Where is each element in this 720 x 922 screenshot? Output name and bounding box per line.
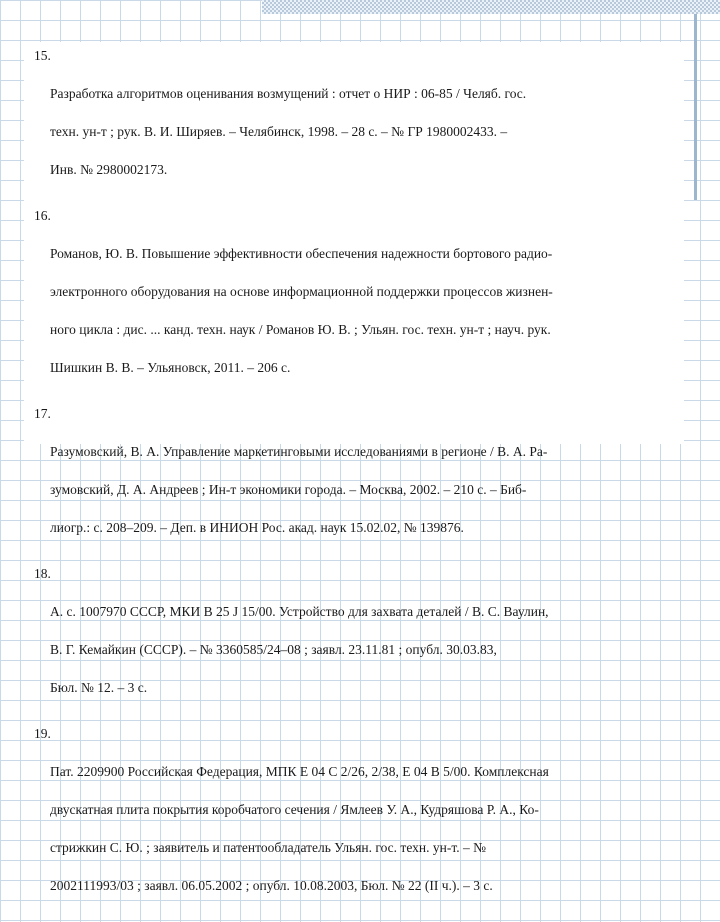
reference-item-18	[34, 564, 682, 716]
reference-line: Инв. № 2980002173.	[50, 162, 168, 177]
reference-line: Бюл. № 12. – 3 с.	[50, 680, 148, 695]
reference-line: электронного оборудования на основе информационной поддержки процессов жизнен-	[50, 284, 553, 299]
reference-line: В. Г. Кемайкин (СССР). – № 3360585/24–08 ; заявл. 23.11.81 ; опубл. 30.03.83,	[50, 642, 497, 657]
reference-line: техн. ун-т ; рук. В. И. Ширяев. – Челябинск, 1998. – 28 с. – № ГР 1980002433. –	[50, 124, 508, 139]
reference-line: зумовский, Д. А. Андреев ; Ин-т экономики города. – Москва, 2002. – 210 с. – Биб-	[50, 482, 527, 497]
reference-line: Шишкин В. В. – Ульяновск, 2011. – 206 с.	[50, 360, 291, 375]
reference-list	[34, 46, 682, 922]
slide-content-area	[24, 42, 684, 893]
reference-line: 2002111993/03 ; заявл. 06.05.2002 ; опубл. 10.08.2003, Бюл. № 22 (II ч.). – 3 с.	[50, 878, 493, 893]
reference-number: 17.	[34, 406, 51, 421]
reference-number: 15.	[34, 48, 51, 63]
reference-line: стрижкин С. Ю. ; заявитель и патентообладатель Ульян. гос. техн. ун-т. – №	[50, 840, 486, 855]
reference-item-15	[34, 46, 682, 198]
reference-line: А. с. 1007970 СССР, МКИ В 25 J 15/00. Устройство для захвата деталей / В. С. Ваулин,	[50, 604, 549, 619]
reference-line: Романов, Ю. В. Повышение эффективности обеспечения надежности бортового радио-	[50, 246, 553, 261]
reference-item-17	[34, 404, 682, 556]
reference-line: Разумовский, В. А. Управление маркетинговыми исследованиями в регионе / В. А. Ра-	[50, 444, 548, 459]
reference-line: лиогр.: с. 208–209. – Деп. в ИНИОН Рос. акад. наук 15.02.02, № 139876.	[50, 520, 464, 535]
header-decoration-band	[262, 0, 720, 14]
reference-item-19	[34, 724, 682, 914]
reference-number: 16.	[34, 208, 51, 223]
reference-line: Разработка алгоритмов оценивания возмущений : отчет о НИР : 06-85 / Челяб. гос.	[50, 86, 527, 101]
reference-number: 19.	[34, 726, 51, 741]
reference-line: Пат. 2209900 Российская Федерация, МПК Е 04 С 2/26, 2/38, Е 04 В 5/00. Комплексная	[50, 764, 549, 779]
reference-line: двускатная плита покрытия коробчатого сечения / Ямлеев У. А., Кудряшова Р. А., Ко-	[50, 802, 539, 817]
reference-line: ного цикла : дис. ... канд. техн. наук / Романов Ю. В. ; Ульян. гос. техн. ун-т ; науч. рук.	[50, 322, 551, 337]
reference-number: 18.	[34, 566, 51, 581]
right-accent-bar	[694, 14, 697, 200]
reference-item-16	[34, 206, 682, 396]
